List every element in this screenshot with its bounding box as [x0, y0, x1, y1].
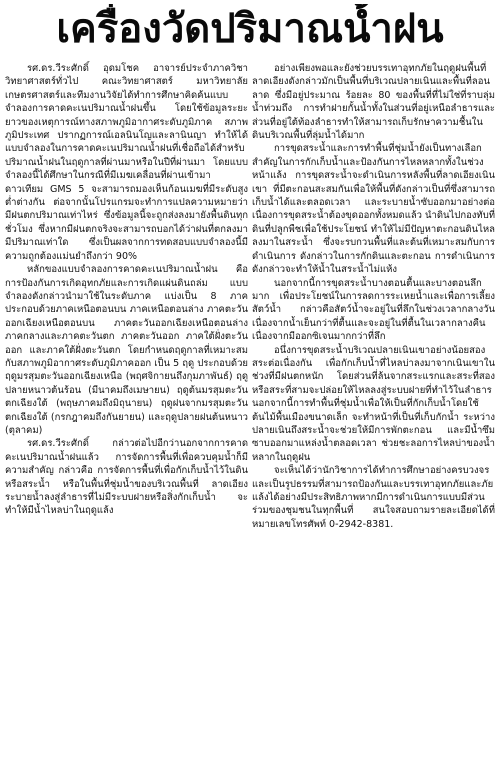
- paragraph: หลักของแบบจำลองการคาดคะเนปริมาณน้ำฝน คือ การป้องกันการเกิดอุทกภัยและการเกิดแผ่นดินถล่ม แบบจำลองดังกล่าวนำมาใช้ในระดับภาค แบ่งเป็น 8 ภาค ประกอบด้วยภาคเหนือตอนบน ภาคเหนือตอนล่าง ภาคตะวันออกเฉียงเหนือตอนบน ภาคตะวันออกเฉียงเหนือตอนล่าง ภาคกลางและภาคตะวันตก ภาคตะวันออก ภาคใต้ฝั่งตะวันออก และภาคใต้ฝั่งตะวันตก โดยกำหนดฤดูกาลที่เหมาะสมกับสภาพภูมิอากาศระดับภูมิภาคออก เป็น 5 ฤดู ประกอบด้วย ฤดูมรสุมตะวันออกเฉียงเหนือ (พฤศจิกายนถึงกุมภาพันธ์) ฤดูปลายหนาวต้นร้อน (มีนาคมถึงเมษายน) ฤดูต้นมรสุมตะวันตกเฉียงใต้ (พฤษภาคมถึงมิถุนายน) ฤดูฝนจากมรสุมตะวันตกเฉียงใต้ (กรกฎาคมถึงกันยายน) และฤดูปลายฝนต้นหนาว (ตุลาคม): [5, 264, 248, 436]
- left-column: [5, 62, 248, 531]
- paragraph: จะเห็นได้ว่านักวิชาการได้ทำการศึกษาอย่างครบวงจรและเป็นรูปธรรมที่สามารถป้องกันและบรรเทาอุทกภัยและภัยแล้งได้อย่างมีประสิทธิภาพหากมีการดำเนินการแบบมีส่วนร่วมของชุมชนในทุกพื้นที่ สนใจสอบถามรายละเอียดได้ที่หมายเลขโทรศัพท์ 0-2942-8381.: [252, 465, 495, 530]
- paragraph: อย่างเพียงพอและยังช่วยบรรเทาอุทกภัยในฤดูฝนพื้นที่ลาดเอียงดังกล่าวมักเป็นพื้นที่บริเวณปลายเนินและพื้นที่ลอนลาด ซึ่งมีอยู่ประมาณ ร้อยละ 80 ของพื้นที่ที่ไม่ใช่ที่ราบลุ่มน้ำท่วมถึง การทำฝายกั้นน้ำทั้งในส่วนที่อยู่เหนือลำธารและส่วนที่อยู่ใต้ท้องลำธารทำให้สามารถเก็บรักษาความชื้นในดินบริเวณพื้นที่ลุ่มน้ำได้มาก: [252, 63, 495, 142]
- paragraph: อนึ่งการขุดสระน้ำบริเวณปลายเนินเขาอย่างน้อยสองสระต่อเนื่องกัน เพื่อกักเก็บน้ำที่ไหลบ่าลงมาจากเนินเขาในช่วงที่มีฝนตกหนัก โดยส่วนที่ล้นจากสระแรกและสระที่สองหรือสระที่สามจะปล่อยให้ไหลลงสู่ระบบฝายที่ทำไว้ในลำธาร นอกจากนี้การทำพื้นที่ชุ่มน้ำเพื่อให้เป็นที่กักเก็บน้ำโดยใช้ต้นไม้พื้นเมืองขนาดเล็ก จะทำหน้าที่เป็นที่เก็บกักน้ำ ระหว่างปลายเนินถึงสระน้ำจะช่วยให้มีการพักตะกอน และมีน้ำซึมซาบออกมาแหล่งน้ำตลอดเวลา ช่วยชะลอการไหลบ่าของน้ำหลากในฤดูฝน: [252, 344, 495, 463]
- paragraph: รศ.ดร.วีระศักดิ์ อุดมโชค อาจารย์ประจำภาควิชาวิทยาศาสตร์ทั่วไป คณะวิทยาศาสตร์ มหาวิทยาลัยเกษตรศาสตร์และทีมงานวิจัยได้ทำการศึกษาคิดค้นแบบจำลองการคาดคะเนปริมาณน้ำฝนขึ้น โดยใช้ข้อมูลระยะยาวของเหตุการณ์ทางสภาพภูมิอากาศระดับภูมิภาค สภาพภูมิประเทศ ปรากฏการณ์เอลนินโญและลานินญา ทำให้ได้แบบจำลองในการคาดคะเนปริมาณน้ำฝนที่เชื่อถือได้สำหรับปริมาณน้ำฝนในฤดูกาลที่ผ่านมาหรือในปีที่ผ่านมา โดยแบบจำลองนี้ได้ศึกษาในกรณีที่มีเมฆเคลื่อนที่ผ่านเข้ามาดาวเทียม GMS 5 จะสามารถมองเห็นก้อนเมฆที่มีระดับสูงต่ำต่างกัน ต่อจากนั้นโปรแกรมจะทำการแปลความหมายว่ามีฝนตกปริมาณเท่าไหร่ ซึ่งข้อมูลนี้จะถูกส่งลงมายังพื้นดินทุกชั่วโมง ซึ่งหากมีฝนตกจริงจะสามารถบอกได้ว่าฝนที่ตกลงมามีปริมาณเท่าใด ซึ่งเป็นผลจากการทดสอบแบบจำลองนี้มีความถูกต้องแม่นยำถึงกว่า 90%: [5, 63, 248, 262]
- paragraph: นอกจากนี้การขุดสระน้ำบางตอนตื้นและบางตอนลึกมาก เพื่อประโยชน์ในการลดการระเหยน้ำและเพื่อการเลี้ยงสัตว์น้ำ กล่าวคือสัตว์น้ำจะอยู่ในที่ลึกในช่วงเวลากลางวันเนื่องจากน้ำเย็นกว่าที่ตื้นและจะอยู่ในที่ตื้นในเวลากลางคืนเนื่องจากมีออกซิเจนมากกว่าที่ลึก: [252, 277, 495, 343]
- headline: เครื่องวัดปริมาณน้ำฝน: [56, 6, 444, 52]
- article-body: [5, 62, 495, 531]
- paragraph: การขุดสระน้ำและการทำพื้นที่ชุ่มน้ำยังเป็นทางเลือกสำคัญในการกักเก็บน้ำและป้องกันการไหลหลากทั้งในช่วงหน้าแล้ง การขุดสระน้ำจะดำเนินการหลังพื้นที่ลาดเอียงเนินเขา ที่มีตะกอนสะสมกันเพื่อให้พื้นที่ดังกล่าวเป็นที่ซึ่งสามารถเก็บน้ำได้และตลอดเวลา และระบายน้ำซับออกมาอย่างต่อเนื่องการขุดสระน้ำต้องขุดออกทั้งหมดแล้ว นำดินไปกองทับที่ดินที่ปลูกพืชเพื่อใช้ประโยชน์ ทำให้ไม่มีปัญหาตะกอนดินไหลลงมาในสระน้ำ ซึ่งจะรบกวนพื้นที่และต้นที่เหมาะสมกับการดำเนินการ ดังกล่าวในการกักดินและตะกอน การดำเนินการดังกล่าวจะทำให้น้ำในสระน้ำไม่แห้ง: [252, 143, 495, 276]
- paragraph: รศ.ดร.วีระศักดิ์ กล่าวต่อไปอีกว่านอกจากการคาดคะเนปริมาณน้ำฝนแล้ว การจัดการพื้นที่เพื่อควบคุมน้ำก็มีความสำคัญ กล่าวคือ การจัดการพื้นที่เพื่อกักเก็บน้ำไว้ในดินหรือสระน้ำ หรือในพื้นที่ชุ่มน้ำของบริเวณพื้นที่ ลาดเอียงระบายน้ำลงสู่ลำธารที่ไม่มีระบบฝายหรือสิ่งกักเก็บน้ำ จะทำให้มีน้ำไหลบ่าในฤดูแล้ง: [5, 438, 248, 517]
- right-column: [252, 62, 495, 531]
